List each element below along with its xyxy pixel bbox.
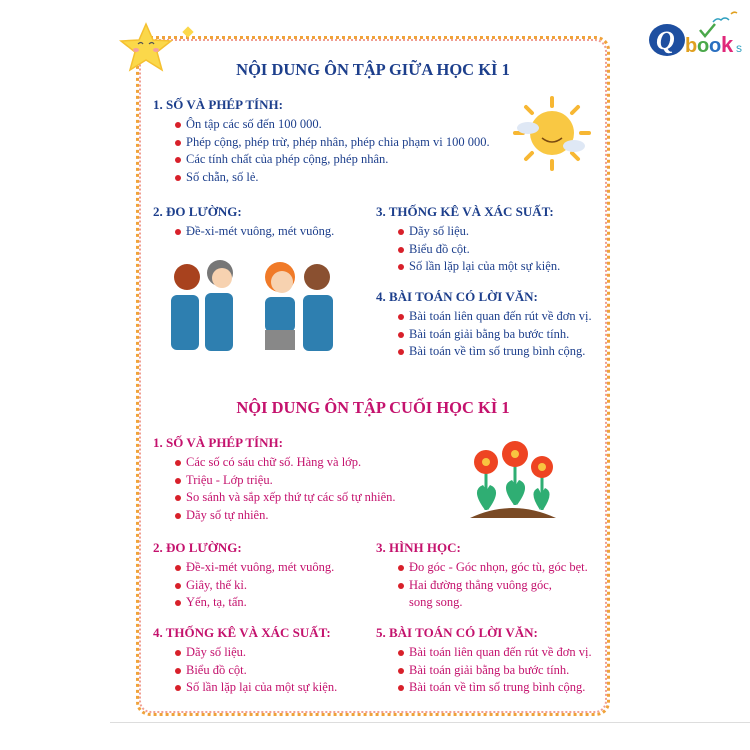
section-heading: 3. THỐNG KÊ VÀ XÁC SUẤT: [376,204,554,219]
svg-text:s: s [736,41,742,55]
list-item [398,577,588,612]
bullet-icon [175,460,181,466]
item-text: Bài toán liên quan đến rút về đơn vị. [409,645,592,659]
bullet-icon [398,668,404,674]
list-item [175,507,396,525]
section-heading: 4. THỐNG KÊ VÀ XÁC SUẤT: [153,625,331,640]
list-item [175,577,334,595]
item-text: Đề-xi-mét vuông, mét vuông. [186,560,335,574]
end-section-4 [153,625,337,697]
list-item [175,151,490,169]
item-text-continuation: song song. [409,595,463,609]
section-heading: 2. ĐO LƯỜNG: [153,540,242,555]
item-text: Bài toán về tìm số trung bình cộng. [409,344,586,358]
bullet-icon [175,495,181,501]
bullet-icon [398,264,404,270]
end-term-title: NỘI DUNG ÔN TẬP CUỐI HỌC KÌ 1 [236,398,510,417]
item-text: Đề-xi-mét vuông, mét vuông. [186,224,335,238]
list-item [175,454,396,472]
list-item [175,679,337,697]
section-heading: 3. HÌNH HỌC: [376,540,461,555]
item-text: Triệu - Lớp triệu. [186,472,273,487]
qbooks-logo [645,8,750,63]
list-item [398,241,560,259]
item-text: Bài toán về tìm số trung bình cộng. [409,680,586,694]
mid-section-4 [376,289,592,361]
list-item [175,559,334,577]
list-item [175,116,490,134]
bullet-icon [175,140,181,146]
bullet-icon [398,314,404,320]
section-heading: 4. BÀI TOÁN CÓ LỜI VĂN: [376,289,538,304]
item-text: Bài toán liên quan đến rút về đơn vị. [409,309,592,323]
divider [110,722,750,723]
bullet-icon [398,332,404,338]
list-item [398,679,592,697]
item-text: Bài toán giải bằng ba bước tính. [409,662,570,677]
list-item [175,594,334,612]
list-item [398,644,592,662]
list-item [398,258,560,276]
svg-text:Q: Q [656,26,675,55]
bullet-icon [175,122,181,128]
item-text: Dãy số tự nhiên. [186,507,269,522]
section-heading: 1. SỐ VÀ PHÉP TÍNH: [153,97,283,112]
bullet-icon [175,229,181,235]
mid-section-3 [376,204,560,276]
end-section-3 [376,540,588,612]
students-illustration [165,255,340,353]
item-text: Ôn tập các số đến 100 000. [186,117,322,131]
end-section-5 [376,625,592,697]
item-text: Biểu đồ cột. [409,241,470,256]
flowers-illustration [468,440,558,520]
list-item [175,489,396,507]
item-text: Số lần lặp lại của một sự kiện. [409,259,561,273]
bullet-icon [398,650,404,656]
list-item [175,169,490,187]
list-item [398,662,592,680]
list-item [175,134,490,152]
item-text: Các tính chất của phép cộng, phép nhân. [186,152,389,166]
list-item [398,308,592,326]
bullet-icon [398,247,404,253]
item-text: Phép cộng, phép trừ, phép nhân, phép chia phạm vi 100 000. [186,134,490,149]
mid-term-title: NỘI DUNG ÔN TẬP GIỮA HỌC KÌ 1 [236,60,510,79]
section-heading: 5. BÀI TOÁN CÓ LỜI VĂN: [376,625,538,640]
list-item [175,644,337,662]
bullet-icon [398,583,404,589]
item-text: Đo góc - Góc nhọn, góc tù, góc bẹt. [409,560,588,574]
bullet-icon [175,583,181,589]
list-item [398,559,588,577]
bullet-icon [175,600,181,606]
bullet-icon [398,565,404,571]
list-item [398,223,560,241]
svg-text:o: o [697,35,710,57]
list-item [398,326,592,344]
item-text: Dãy số liệu. [186,645,247,659]
item-text: Số chẵn, số lẻ. [186,169,259,184]
mid-section-2 [153,204,334,241]
bullet-icon [398,685,404,691]
bullet-icon [175,668,181,674]
item-text: Dãy số liệu. [409,224,470,238]
item-text: Biểu đồ cột. [186,662,247,677]
item-text: Yến, tạ, tấn. [186,595,247,609]
bullet-icon [175,513,181,519]
bullet-icon [175,175,181,181]
section-heading: 1. SỐ VÀ PHÉP TÍNH: [153,435,283,450]
item-text: So sánh và sắp xếp thứ tự các số tự nhiên. [186,490,396,504]
bullet-icon [175,565,181,571]
bullet-icon [175,157,181,163]
sun-illustration [512,96,592,171]
list-item [175,472,396,490]
bullet-icon [398,349,404,355]
svg-text:k: k [721,32,734,57]
mid-section-1 [153,97,490,186]
item-text: Các số có sáu chữ số. Hàng và lớp. [186,455,362,469]
item-text: Hai đường thẳng vuông góc, [409,577,552,592]
bullet-icon [175,478,181,484]
item-text: Bài toán giải bằng ba bước tính. [409,326,570,341]
end-section-1 [153,435,396,524]
list-item [398,343,592,361]
end-section-2 [153,540,334,612]
svg-text:b: b [685,35,698,57]
section-heading: 2. ĐO LƯỜNG: [153,204,242,219]
bullet-icon [175,650,181,656]
item-text: Giây, thế kỉ. [186,577,247,592]
list-item [175,223,334,241]
list-item [175,662,337,680]
bullet-icon [398,229,404,235]
bullet-icon [175,685,181,691]
svg-text:o: o [709,35,722,57]
item-text: Số lần lặp lại của một sự kiện. [186,680,338,694]
